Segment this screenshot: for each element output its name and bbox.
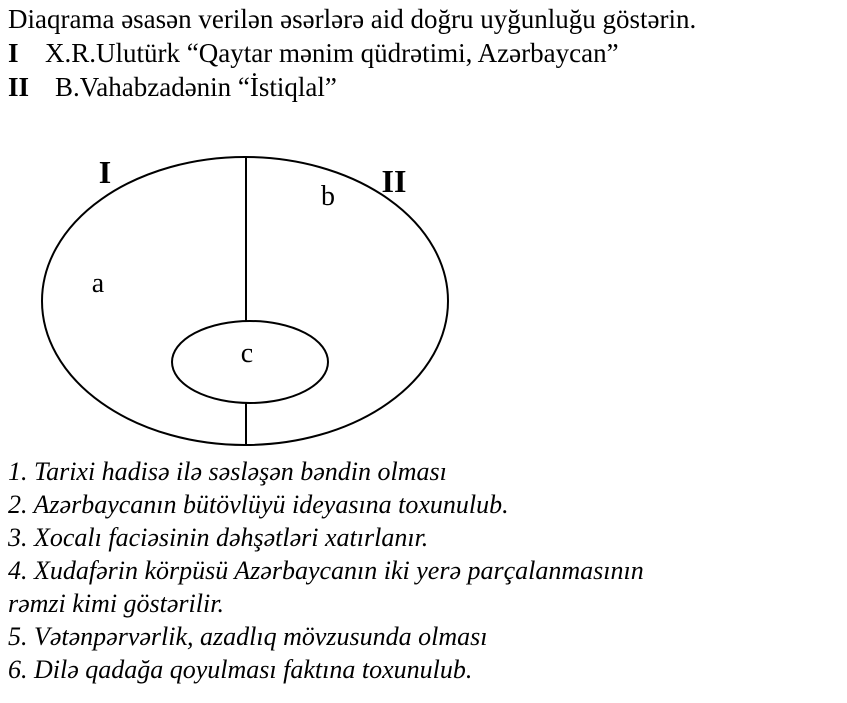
statements-list [8, 455, 838, 686]
work-1-title: X.R.Ulutürk “Qaytar mənim qüdrətimi, Azərbaycan” [45, 38, 619, 68]
work-2-numeral: II [8, 72, 30, 102]
statement-line: 5. Vətənpərvərlik, azadlıq mövzusunda olması [8, 622, 488, 651]
statement-line: rəmzi kimi göstərilir. [8, 589, 224, 618]
work-2-title: B.Vahabzadənin “İstiqlal” [55, 72, 337, 102]
statement-line: 4. Xudafərin körpüsü Azərbaycanın iki yerə parçalanmasının [8, 556, 644, 585]
statement-line: 2. Azərbaycanın bütövlüyü ideyasına toxunulub. [8, 490, 509, 519]
statement-line: 3. Xocalı faciəsinin dəhşətləri xatırlanır. [8, 523, 429, 552]
statement-line: 6. Dilə qadağa qoyulması faktına toxunulub. [8, 655, 473, 684]
set-label-left: I [98, 154, 112, 190]
work-1-numeral: I [8, 38, 19, 68]
set-label-right: II [381, 163, 407, 199]
region-label-a: a [91, 268, 105, 299]
region-label-c: c [240, 338, 254, 369]
region-label-b: b [321, 181, 335, 212]
statement-line: 1. Tarixi hadisə ilə səsləşən bəndin olması [8, 457, 447, 486]
question-prompt: Diaqrama əsasən verilən əsərlərə aid doğru uyğunluğu göstərin. [8, 4, 697, 34]
